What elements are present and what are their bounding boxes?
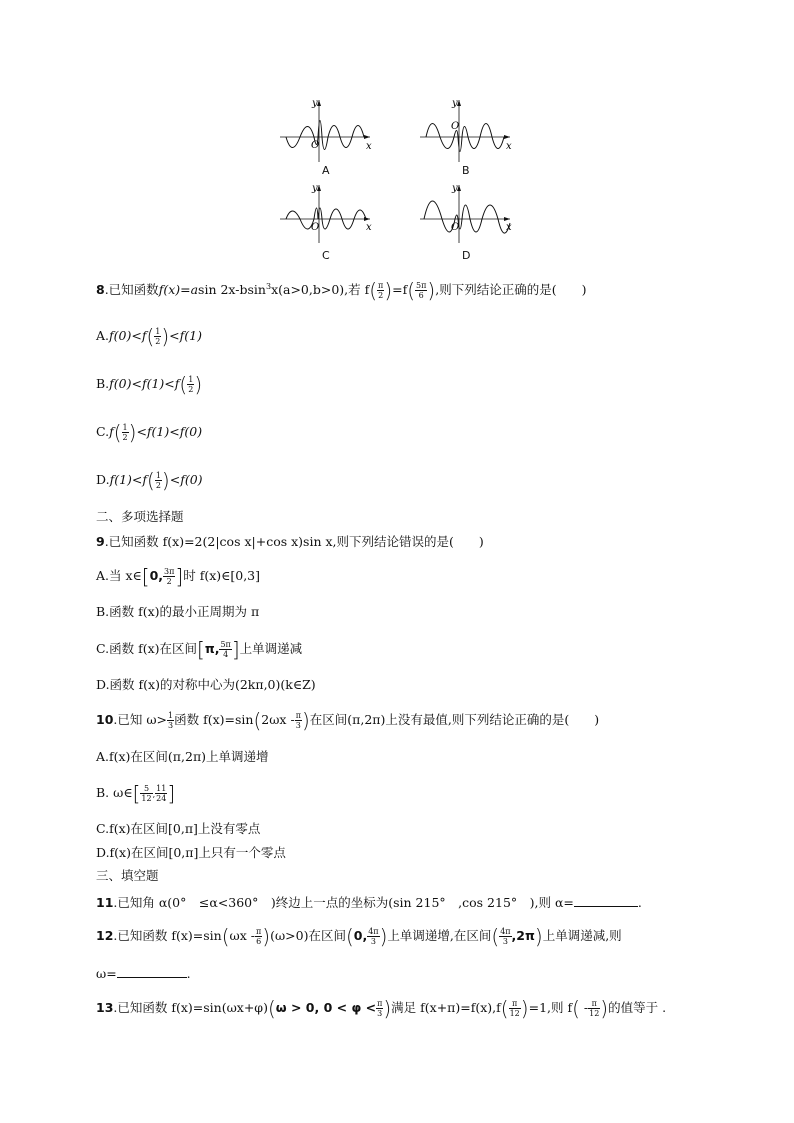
q9-option-b: B.函数 f(x)的最小正周期为 π [96, 604, 260, 619]
question-12-answer-line: ω= . [96, 966, 191, 981]
fraction: $\frac{\pi}{12}$ [589, 999, 600, 1018]
origin-label: O [451, 121, 460, 132]
graph-A [278, 96, 378, 166]
x-axis-label: x [506, 141, 512, 152]
x-axis-label: x [506, 222, 512, 233]
graph-C [278, 183, 378, 253]
graph-D [418, 183, 518, 253]
q8-option-a: A.f(0)<f( $\frac{1}{2}$ )<f(1) [96, 324, 202, 349]
q8-option-b: B.f(0)<f(1)<f( $\frac{1}{2}$ ) [96, 372, 203, 397]
q8-option-c: C.f( $\frac{1}{2}$ )<f(1)<f(0) [96, 420, 203, 445]
q10-option-d: D.f(x)在区间[0,π]上只有一个零点 [96, 845, 286, 860]
fraction: $\frac{1}{2}$ [155, 327, 161, 346]
section-heading-multiple-choice: 二、多项选择题 [96, 509, 184, 524]
x-axis-label: x [366, 141, 372, 152]
fraction: $\frac{1}{3}$ [168, 711, 174, 730]
question-8: 8.已知函数f(x)=asin 2x-bsin$^3$x(a>0,b>0),若 f( $\frac{\pi}{2}$ )=f( $\frac{5\pi}{6}$ ),则下列结论正确的是( ) [96, 278, 587, 303]
q9-option-c: C.函数 f(x)在区间[π, $\frac{5\pi}{4}$ ]上单调递减 [96, 637, 303, 662]
fraction: $\frac{4\pi}{3}$ [368, 927, 379, 946]
question-11: 11.已知角 α(0° ≤α<360° )终边上一点的坐标为(sin 215° ,cos 215° ),则 α= . [96, 895, 642, 910]
fraction: $\frac{\pi}{3}$ [295, 711, 301, 730]
graph-label-D: D [462, 249, 471, 262]
fraction: $\frac{1}{2}$ [188, 375, 194, 394]
y-axis-label: y [452, 183, 458, 194]
origin-label: O [311, 140, 320, 151]
question-9: 9.已知函数 f(x)=2(2|cos x|+cos x)sin x,则下列结论错误的是( ) [96, 534, 484, 549]
q10-option-b: B. ω∈[ $\frac{5}{12}$ , $\frac{11}{24}$ ] [96, 781, 176, 806]
graph-label-A: A [322, 164, 330, 177]
q10-option-c: C.f(x)在区间[0,π]上没有零点 [96, 821, 261, 836]
y-axis-label: y [312, 98, 318, 109]
question-13: 13.已知函数 f(x)=sin(ωx+φ)(ω > 0, 0 < φ < $\frac{\pi}{3}$ )满足 f(x+π)=f(x),f( $\frac{\pi}{12}$ )=1,则 f( - $\frac{\pi}{12}$ )的值等于 . [96, 996, 667, 1021]
y-axis-label: y [452, 98, 458, 109]
q10-option-a: A.f(x)在区间(π,2π)上单调递增 [96, 749, 269, 764]
answer-blank[interactable] [117, 965, 187, 978]
origin-label: O [451, 222, 460, 233]
fraction: $\frac{5}{12}$ [141, 784, 152, 803]
graph-label-B: B [462, 164, 470, 177]
fraction: $\frac{\pi}{6}$ [256, 927, 262, 946]
fraction: $\frac{\pi}{2}$ [378, 281, 384, 301]
graph-B [418, 96, 518, 166]
question-10: 10.已知 ω> $\frac{1}{3}$ 函数 f(x)=sin(2ωx - $\frac{\pi}{3}$ )在区间(π,2π)上没有最值,则下列结论正确的是( ) [96, 708, 600, 733]
q9-option-a: A.当 x∈[0, $\frac{3\pi}{2}$ ]时 f(x)∈[0,3] [96, 564, 261, 589]
x-axis-label: x [366, 222, 372, 233]
answer-blank[interactable] [574, 894, 638, 907]
graph-label-C: C [322, 249, 330, 262]
fraction: $\frac{11}{24}$ [156, 784, 167, 803]
section-heading-fill-in: 三、填空题 [96, 868, 159, 883]
fraction: $\frac{\pi}{3}$ [377, 999, 383, 1018]
fraction: $\frac{4\pi}{3}$ [500, 927, 511, 946]
question-12: 12.已知函数 f(x)=sin(ωx - $\frac{\pi}{6}$ )(ω>0)在区间(0, $\frac{4\pi}{3}$ )上单调递增,在区间( $\frac{4\pi}{3}$ ,2π)上单调递减,则 [96, 924, 622, 949]
q8-option-d: D.f(1)<f( $\frac{1}{2}$ )<f(0) [96, 468, 203, 493]
q9-option-d: D.函数 f(x)的对称中心为(2kπ,0)(k∈Z) [96, 677, 316, 692]
y-axis-label: y [312, 183, 318, 194]
origin-label: O [311, 222, 320, 233]
fraction: $\frac{1}{2}$ [155, 471, 161, 490]
question-number: 8 [96, 282, 105, 298]
fraction: $\frac{1}{2}$ [122, 423, 128, 442]
fraction: $\frac{3\pi}{2}$ [164, 567, 175, 586]
fraction: $\frac{5\pi}{6}$ [416, 281, 427, 301]
fraction: $\frac{\pi}{12}$ [509, 999, 520, 1018]
fraction: $\frac{5\pi}{4}$ [220, 640, 231, 659]
